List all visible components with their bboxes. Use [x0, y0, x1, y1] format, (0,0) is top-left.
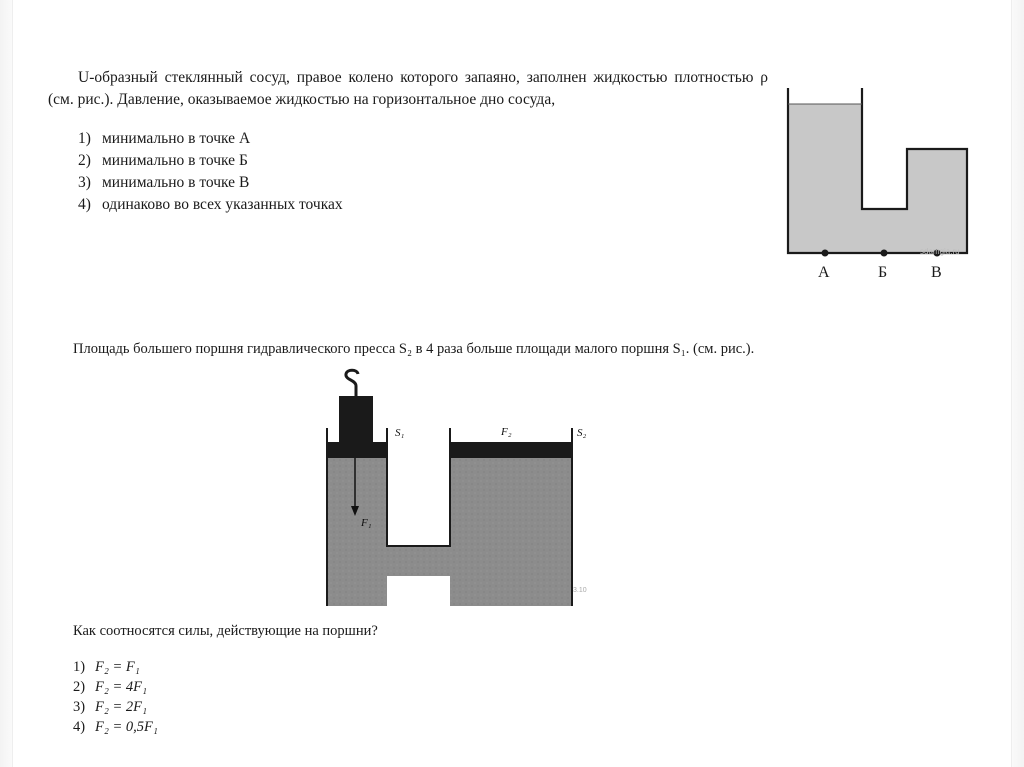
option-text: минимально в точке В: [102, 174, 250, 191]
problem2-options: [73, 656, 373, 736]
option-number: 2): [73, 679, 86, 695]
option-text: одинаково во всех указанных точках: [102, 196, 343, 213]
answer-option: [78, 172, 498, 194]
option-number: 1): [78, 130, 91, 147]
option-text: F₂ = 2F₁: [95, 699, 148, 715]
point-a-dot: [822, 250, 829, 257]
point-b-dot: [881, 250, 888, 257]
point-b-label: Б: [878, 264, 888, 281]
answer-option: [73, 696, 373, 716]
option-text: F₂ = F₁: [95, 659, 140, 675]
slide-frame-left: [0, 0, 13, 767]
option-text: минимально в точке Б: [102, 152, 248, 169]
point-a-label: А: [818, 264, 830, 281]
option-number: 2): [78, 152, 91, 169]
option-number: 4): [78, 196, 91, 213]
option-text: F₂ = 4F₁: [95, 679, 148, 695]
answer-option: [73, 656, 373, 676]
force-f1-label: F₁: [361, 517, 372, 529]
hydraulic-press-figure: [315, 368, 605, 613]
u-vessel-figure: [770, 80, 990, 290]
force-f2-label: F₂: [501, 426, 512, 438]
answer-option: [78, 128, 498, 150]
answer-option: [73, 716, 373, 736]
option-number: 1): [73, 659, 86, 675]
option-text: минимально в точке А: [102, 130, 251, 147]
problem2-question: Как соотносятся силы, действующие на поршни?: [73, 623, 378, 639]
problem1-options: [78, 128, 498, 216]
option-number: 4): [73, 719, 86, 735]
option-number: 3): [73, 699, 86, 715]
problem1-statement: U-образный стеклянный сосуд, правое колено которого запаяно, заполнен жидкостью плотностью ρ (см. рис.). Давление, оказываемое жидкостью на горизонтальное дно сосуда,: [48, 69, 768, 108]
problem2-statement: Площадь большего поршня гидравлического пресса S₂ в 4 раза больше площади малого поршня S₁. (см. рис.).: [73, 341, 755, 357]
large-piston: [450, 442, 572, 458]
option-text: F₂ = 0,5F₁: [95, 719, 158, 735]
vessel-liquid: [788, 104, 967, 253]
area-s1-label: S₁: [395, 427, 405, 439]
answer-option: [73, 676, 373, 696]
point-v-label: В: [931, 264, 942, 281]
figure-watermark: sdamgia.ru: [920, 247, 960, 256]
small-piston: [327, 442, 387, 458]
area-s2-label: S₂: [577, 427, 587, 439]
answer-option: [78, 194, 498, 216]
figure-code: 3.10: [573, 587, 587, 594]
weight-hook-icon: [346, 370, 358, 396]
weight-body: [339, 396, 373, 442]
option-number: 3): [78, 174, 91, 191]
slide-frame-right: [1011, 0, 1024, 767]
answer-option: [78, 150, 498, 172]
